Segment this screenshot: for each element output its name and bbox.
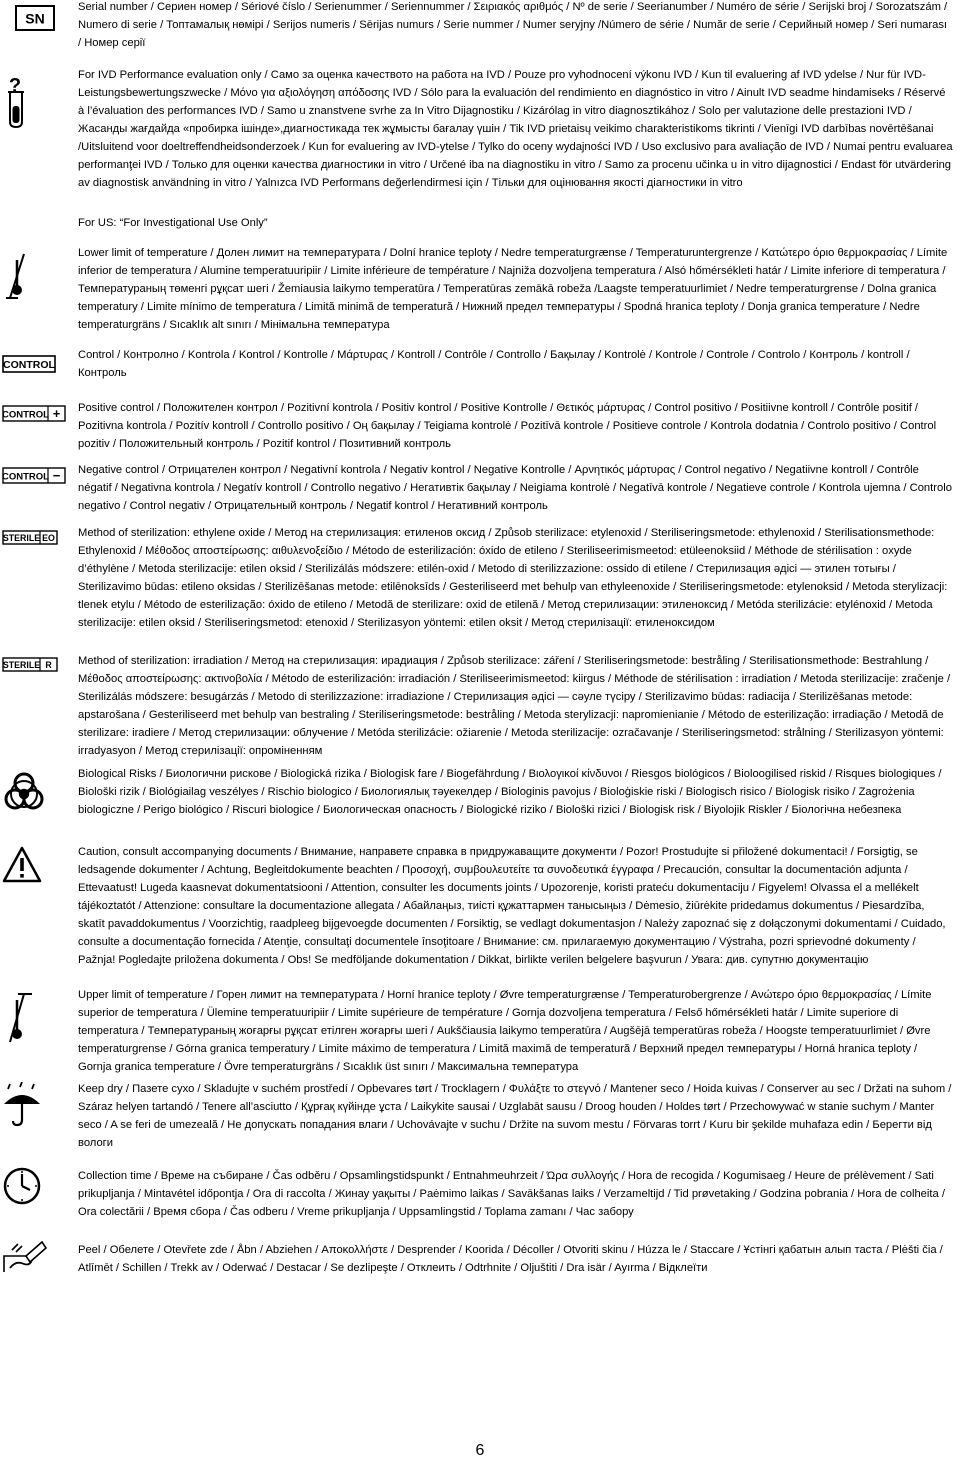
sterile-eo-label: STERILE xyxy=(2,533,41,543)
sterile-r-code: R xyxy=(45,660,52,670)
serial-number-label: SN xyxy=(25,10,45,27)
lower-temperature-text: Lower limit of temperature / Долен лимит на температурата / Dolní hranice teploty / Nedre temperaturgrænse / Temperaturuntergrenze / Κατώτερο όριο θερμοκρασίας / Límite inferior de temperatura / Alumine temperatuuripiir / Limite inférieure de température / Najniža dozvoljena temperatura / Alsó hőmérsékleti határ / Limite inferiore di temperatura / Температураның төменгі рұқсат шегі / Žemiausia laikymo temperatūra / Temperatūras zemākā robeža /Laagste temperatuurlimiet / Nedre temperaturgrense / Dolna granica temperatury / Limite mínimo de temperatura / Limită minimă de temperatură / Нижний предел температуры / Spodná hranica teploty / Donja granica temperature / Nedre temperaturgräns / Sıcaklık alt sınırı / Мінімальна температура xyxy=(78,247,948,331)
ivd-performance-icon xyxy=(4,76,28,128)
control-label: CONTROL xyxy=(3,359,55,371)
sterilization-r-text: Method of sterilization: irradiation / Метод на стерилизация: ирадиация / Způsob sterilizace: záření / Steriliseringsmetode: bestråling / Sterilisationsmethode: Bestrahlung / Μέθοδος αποστείρωσης: ακτινοβολία / Método de esterilización: irradiación / Steriliseerimismeetod: kiirgus / Méthode de stérilisation : irradiation / Metoda sterilizacije: zračenje / Sterilizálás módszere: besugárzás / Metodo di sterilizzazione: irradiazione / Стерилизация әдісі — сәуле түсіру / Sterilizavimo būdas: radiacija / Sterilizēšanas metode: apstarošana / Gesteriliseerd met behulp van bestraling / Steriliseringsmetode: bestråling / Metoda sterylizacji: napromienianie / Método de esterilização: irradiação / Metodă de sterilizare: iradiere / Метод стерилизации: облучение / Metóda sterilizácie: ožiarenie / Metoda sterilizacije: ozračavanje / Steriliseringsmetod: strålning / Sterilizasyon yöntemi: irradyasyon / Метод стерилізації: опроміненням xyxy=(78,655,951,757)
peel-icon xyxy=(2,1238,48,1274)
ivd-performance-text: For IVD Performance evaluation only / Само за оценка качеството на работа на IVD / Pouze pro vyhodnocení výkonu IVD / Kun til evaluering af IVD ydelse / Nur für IVD-Leistungsbewertungszwecke / Μόνο για αξιολόγηση απόδοσης IVD / Sólo para la evaluación del rendimiento en diagnóstico in vitro / Ainult IVD seadme hindamiseks / Réservé à l’évaluation des performances IVD / Samo u znanstvene svrhe za In Vitro Dijagnostiku / Kizárólag in vitro diagnosztikához / Solo per valutazione delle prestazioni IVD / Жасанды жағдайда «пробирка ішінде»,диагностикада тек жұмысты бағалау үшін / Tik IVD prietaisų veikimo charakteristikoms tikrinti / Vienīgi IVD darbības novērtēšanai /Uitsluitend voor doeltreffendheidsonderzoek / Kun for evaluering av IVD-ytelse / Tylko do oceny wydajności IVD / Uso exclusivo para avaliação de IVD / Numai pentru evaluarea performanţei IVD / Только для оценки качества диагностики in vitro / Určené iba na diagnostiku in vitro / Samo za procenu učinka u in vitro dijagnostici / Endast för utvärdering av diagnostisk användning in vitro / Yalnızca IVD Performans değerlendirmesi için / Тільки для оцінювання якості діагностики in vitro xyxy=(78,69,953,189)
collection-time-text: Collection time / Време на събиране / Čas odběru / Opsamlingstidspunkt / Entnahmeuhrzeit / Ώρα συλλογής / Hora de recogida / Kogumisaeg / Heure de prélèvement / Sati prikupljanja / Mintavétel időpontja / Ora di raccolta / Жинау уақыты / Paėmimo laikas / Savākšanas laiks / Verzameltijd / Tid prøvetaking / Godzina pobrania / Hora de colheita / Ora colectării / Время сбора / Čas odberu / Vreme prikupljanja / Uppsamlingstid / Toplama zamanı / Час забору xyxy=(78,1170,945,1218)
minus-sign: − xyxy=(52,468,61,483)
sterilization-eo-text: Method of sterilization: ethylene oxide / Метод на стерилизация: етиленов оксид / Způsob sterilizace: etylenoxid / Steriliseringsmetode: ethylenoxid / Sterilisationsmethode: Ethylenoxid / Μέθοδος αποστείρωσης: αιθυλενοξείδιο / Método de esterilización: óxido de etileno / Steriliseerimismeetod: etüleenoksiid / Méthode de stérilisation : oxyde d’éthylène / Metoda sterilizacije: etilen oksid / Sterilizálás módszere: etilén-oxid / Metodo di sterilizzazione: ossido di etilene / Стерилизация әдісі — этилен тотығы / Sterilizavimo būdas: etileno oksidas / Sterilizēšanas metode: etilēnoksīds / Gesteriliseerd met behulp van ethyleenoxide / Steriliseringsmetode: etylenoksid / Metoda sterylizacji: tlenek etylu / Método de esterilização: óxido de etileno / Metodă de sterilizare: oxid de etilenă / Метод стерилизации: этиленоксид / Metóda sterilizácie: etylénoxid / Metoda sterilizacije: etilen oksid / Steriliseringsmetod: etenoxid / Sterilizasyon yöntemi: etilen oksit / Метод стерилізації: етиленоксидом xyxy=(78,527,948,629)
upper-temperature-text: Upper limit of temperature / Горен лимит на температурата / Horní hranice teploty / Øvre temperaturgrænse / Temperaturobergrenze / Ανώτερο όριο θερμοκρασίας / Límite superior de temperatura / Ülemine temperatuuripiir / Limite supérieure de température / Gornja dozvoljena temperatura / Felső hőmérsékleti határ / Limite superiore di temperatura / Температураның жоғарғы рұқсат етілген жоғарғы шегі / Aukščiausia laikymo temperatūra / Augšējā temperatūras robeža / Hoogste temperatuurlimiet / Øvre temperaturgrense / Górna granica temperatury / Limite máximo de temperatura / Limită maximă de temperatură / Верхний предел температуры / Horná hranica teploty / Gornja granica temperature / Övre temperaturgräns / Sıcaklık üst sınırı / Максимальна температура xyxy=(78,989,932,1073)
peel-text: Peel / Обелете / Otevřete zde / Åbn / Abziehen / Αποκολλήστε / Desprender / Koorida / Décoller / Otvoriti skinu / Húzza le / Staccare / Ұстінгі қабатын алып таста / Plėšti čia / Atlīmēt / Schillen / Trekk av / Oderwać / Destacar / Se dezlipeşte / Отклеить / Odtrhnite / Oljuštiti / Dra isär / Ayırma / Відклеїти xyxy=(78,1244,943,1274)
keep-dry-text: Keep dry / Пазете сухо / Skladujte v suchém prostředí / Opbevares tørt / Trocklagern / Φυλάξτε το στεγνό / Mantener seco / Hoida kuivas / Conserver au sec / Držati na suhom / Száraz helyen tartandó / Tenere all’asciutto / Құрғақ күйінде ұста / Laikykite sausai / Uzglabāt sausu / Droog houden / Holdes tørt / Przechowywać w stanie suchym / Manter seco / A se feri de umezeală / Не допускать попадания влаги / Uchovávajte v suchu / Držite na suvom mestu / Förvaras torrt / Kuru bir şekilde muhafaza edin / Берегти від вологи xyxy=(78,1083,952,1149)
plus-sign: + xyxy=(52,406,61,421)
umbrella-icon xyxy=(2,1082,42,1128)
ivd-question-mark: ? xyxy=(8,76,22,97)
sterile-r-symbol xyxy=(2,657,58,672)
for-us-text: For US: “For Investigational Use Only” xyxy=(78,217,268,229)
caution-text: Caution, consult accompanying documents / Внимание, направете справка в придружаващите документи / Pozor! Prostudujte si přiložené dokumentaci! / Forsigtig, se ledsagende dokumenter / Achtung, Begleitdokumente beachten / Προσοχή, συμβουλευτείτε τα συνοδευτικά έγγραφα / Precaución, consultar la documentación adjunta / Ettevaatust! Lugeda kaasnevat dokumentatsiooni / Attention, consulter les documents joints / Upozorenje, koristi prateću dokumentaciju / Figyelem! Olvassa el a mellékelt tájékoztatót / Attenzione: consultare la documentazione allegata / Абайлаңыз, тиісті құжаттармен танысыңыз / Dėmesio, žiūrėkite pridedamus dokumentus / Piesardzība, skatīt pavaddokumentus / Voorzichtig, raadpleeg bijgevoegde documenten / Forsiktig, se vedlagt dokumentasjon / Należy zapoznać się z dołączonymi dokumentami / Cuidado, consulte a documentação fornecida / Atenţie, consultaţi documentele însoţitoare / Внимание: см. прилагаемую документацию / Výstraha, pozri sprievodné dokumenty / Pažnja! Pogledajte priložena dokumenta / Obs! Se medföljande dokumentation / Dikkat, birlikte verilen belgelere başvurun / Увага: див. супутню документацію xyxy=(78,846,946,966)
sterile-r-label: STERILE xyxy=(2,660,41,670)
negative-control-symbol xyxy=(2,467,66,484)
upper-temperature-icon xyxy=(4,990,38,1046)
lower-temperature-icon xyxy=(4,250,34,302)
control-symbol xyxy=(2,355,56,373)
serial-number-symbol xyxy=(0,5,70,31)
serial-number-text: Serial number / Сериен номер / Sériové číslo / Serienummer / Seriennummer / Σειριακός αριθμός / Nº de serie / Seerianumber / Numéro de série / Serijski broj / Sorozatszám / Numero di serie / Топтамалық нөмірі / Serijos numeris / Sērijas numurs / Serie nummer / Numer seryjny /Número de série / Număr de serie / Серийный номер / Seri numarası / Номер серії xyxy=(78,1,948,49)
caution-icon xyxy=(2,846,42,884)
positive-control-text: Positive control / Положителен контрол / Pozitivní kontrola / Positiv kontrol / Positive Kontrolle / Θετικός μάρτυρας / Control positivo / Positiivne kontroll / Contrôle positif / Pozitivna kontrola / Pozitív kontroll / Controllo positivo / Оң бақылау / Teigiama kontrolė / Pozitīvā kontrole / Positieve controle / Kontrola dodatnia / Controlo positivo / Control pozitiv / Положительный контроль / Pozitif kontrol / Позитивний контроль xyxy=(78,402,937,450)
sterile-eo-code: EO xyxy=(42,533,55,543)
biohazard-icon xyxy=(2,770,46,814)
biological-risks-text: Biological Risks / Биологични рискове / Biologická rizika / Biologisk fare / Biogefährdung / Βιολογικοί κίνδυνοι / Riesgos biológicos / Bioloogilised riskid / Risques biologiques / Biološki rizik / Biológiailag veszélyes / Rischio biologico / Биологиялық тәуекелдер / Biologinis pavojus / Bioloģiskie riski / Biologisch risico / Biologisk risiko / Zagrożenia biologiczne / Perigo biológico / Riscuri biologice / Биологическая опасность / Biologické riziko / Biološki rizici / Biologisk risk / Biyolojik Riskler / Біологічна небезпека xyxy=(78,768,942,816)
negative-control-label: CONTROL xyxy=(2,471,49,483)
control-text: Control / Контролно / Kontrola / Kontrol / Kontrolle / Μάρτυρας / Kontroll / Contrôle / Controllo / Бақылау / Kontrolė / Kontrole / Controle / Controlo / Контроль / kontroll / Контроль xyxy=(78,349,910,379)
sterile-eo-symbol xyxy=(2,530,58,545)
clock-icon xyxy=(2,1166,42,1206)
page-number: 6 xyxy=(475,1442,485,1459)
positive-control-label: CONTROL xyxy=(2,409,49,421)
negative-control-text: Negative control / Отрицателен контрол / Negativní kontrola / Negativ kontrol / Negative Kontrolle / Αρνητικός μάρτυρας / Control negativo / Negatiivne kontroll / Contrôle négatif / Negativna kontrola / Negatív kontroll / Controllo negativo / Негативтік бақылау / Neigiama kontrolė / Negatīvā kontrole / Negatieve controle / Kontrola ujemna / Controlo negativo / Control negativ / Отрицательный контроль / Negatif kontrol / Негативний контроль xyxy=(78,464,952,512)
positive-control-symbol xyxy=(2,405,66,422)
